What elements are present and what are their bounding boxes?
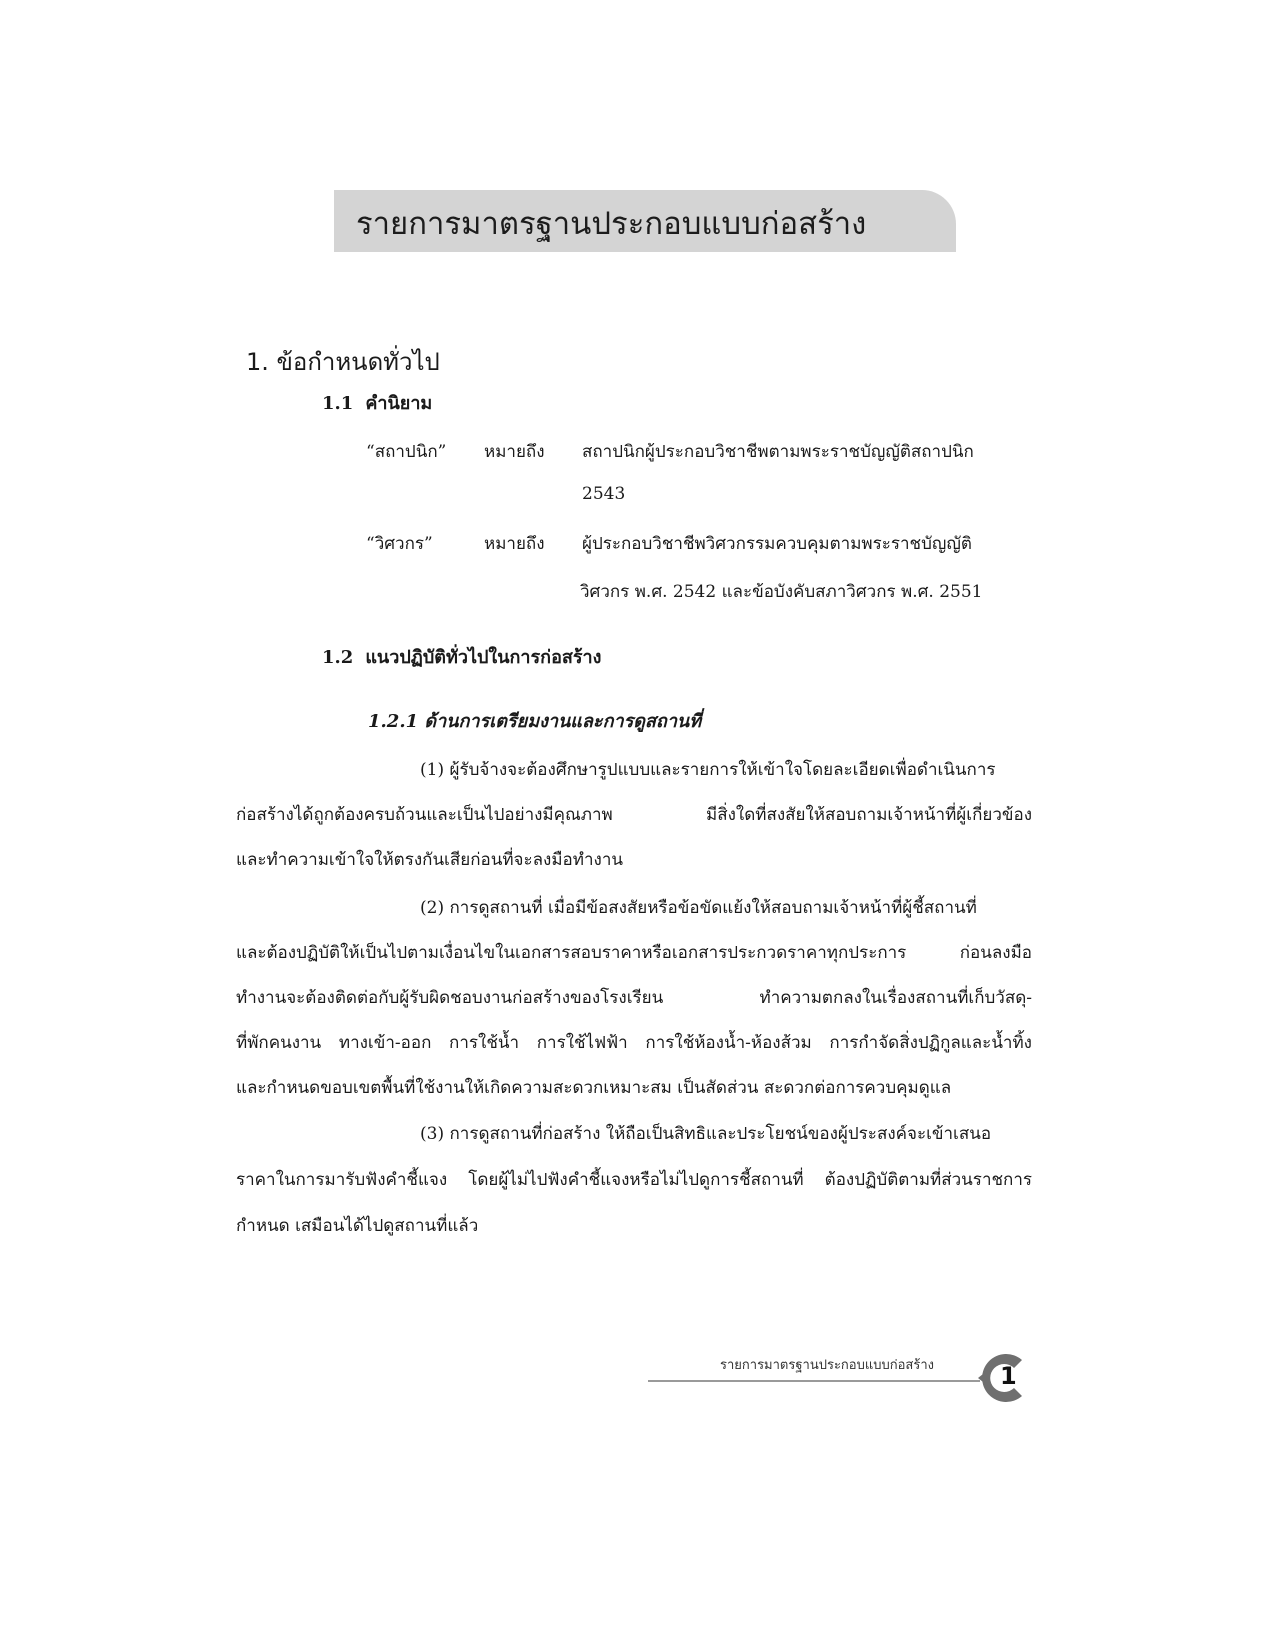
definition-term: “วิศวกร” bbox=[366, 534, 433, 554]
section-heading: 1. ข้อกำหนดทั่วไป bbox=[246, 348, 440, 376]
paragraph-line: ที่พักคนงาน ทางเข้า-ออก การใช้น้ำ การใช้ไฟฟ้า การใช้ห้องน้ำ-ห้องส้วม การกำจัดสิ่งปฏิกูลและน้ำทิ้ง bbox=[236, 1033, 1032, 1053]
subsection-title: แนวปฏิบัติทั่วไปในการก่อสร้าง bbox=[365, 647, 602, 668]
paragraph-line: และทำความเข้าใจให้ตรงกันเสียก่อนที่จะลงมือทำงาน bbox=[236, 850, 623, 870]
paragraph-line: ทำงานจะต้องติดต่อกับผู้รับผิดชอบงานก่อสร้างของโรงเรียน ทำความตกลงในเรื่องสถานที่เก็บวัสดุ- bbox=[236, 988, 1032, 1008]
definition-text: วิศวกร พ.ศ. 2542 และข้อบังคับสภาวิศวกร พ.ศ. 2551 bbox=[580, 582, 983, 602]
paragraph-line: กำหนด เสมือนได้ไปดูสถานที่แล้ว bbox=[236, 1216, 479, 1236]
subsection-title: คำนิยาม bbox=[365, 393, 433, 414]
paragraph-line: และกำหนดขอบเขตพื้นที่ใช้งานให้เกิดความสะดวกเหมาะสม เป็นสัดส่วน สะดวกต่อการควบคุมดูแล bbox=[236, 1078, 952, 1098]
sub-subsection-heading-1-2-1: 1.2.1 ด้านการเตรียมงานและการดูสถานที่ bbox=[368, 711, 702, 732]
paragraph-line: ก่อสร้างได้ถูกต้องครบถ้วนและเป็นไปอย่างมีคุณภาพ มีสิ่งใดที่สงสัยให้สอบถามเจ้าหน้าที่ผู้เกี่ยวข้อง bbox=[236, 805, 1032, 825]
subsection-heading-1-1 bbox=[322, 388, 432, 417]
definition-verb: หมายถึง bbox=[484, 442, 545, 462]
definition-text: สถาปนิกผู้ประกอบวิชาชีพตามพระราชบัญญัติสถาปนิก bbox=[582, 442, 974, 462]
subsection-number: 1.2 bbox=[322, 647, 354, 668]
subsection-number: 1.1 bbox=[322, 393, 354, 414]
definition-text: ผู้ประกอบวิชาชีพวิศวกรรมควบคุมตามพระราชบัญญัติ bbox=[582, 534, 972, 554]
paragraph-line: ราคาในการมารับฟังคำชี้แจง โดยผู้ไม่ไปฟังคำชี้แจงหรือไม่ไปดูการชี้สถานที่ ต้องปฏิบัติตามที่ส่วนราชการ bbox=[236, 1170, 1032, 1190]
paragraph-line: (2) การดูสถานที่ เมื่อมีข้อสงสัยหรือข้อขัดแย้งให้สอบถามเจ้าหน้าที่ผู้ชี้สถานที่ bbox=[420, 898, 977, 918]
paragraph-line: (1) ผู้รับจ้างจะต้องศึกษารูปแบบและรายการให้เข้าใจโดยละเอียดเพื่อดำเนินการ bbox=[420, 760, 996, 780]
definition-text: 2543 bbox=[582, 484, 626, 504]
definition-verb: หมายถึง bbox=[484, 534, 545, 554]
page-number: 1 bbox=[1000, 1362, 1017, 1390]
paragraph-line: (3) การดูสถานที่ก่อสร้าง ให้ถือเป็นสิทธิและประโยชน์ของผู้ประสงค์จะเข้าเสนอ bbox=[420, 1124, 992, 1144]
footer-divider bbox=[648, 1380, 980, 1382]
footer-title: รายการมาตรฐานประกอบแบบก่อสร้าง bbox=[720, 1358, 934, 1373]
definition-term: “สถาปนิก” bbox=[366, 442, 447, 462]
paragraph-line: และต้องปฏิบัติให้เป็นไปตามเงื่อนไขในเอกสารสอบราคาหรือเอกสารประกวดราคาทุกประการ ก่อนลงมือ bbox=[236, 943, 1032, 963]
subsection-heading-1-2 bbox=[322, 642, 601, 671]
page-title: รายการมาตรฐานประกอบแบบก่อสร้าง bbox=[356, 206, 867, 242]
